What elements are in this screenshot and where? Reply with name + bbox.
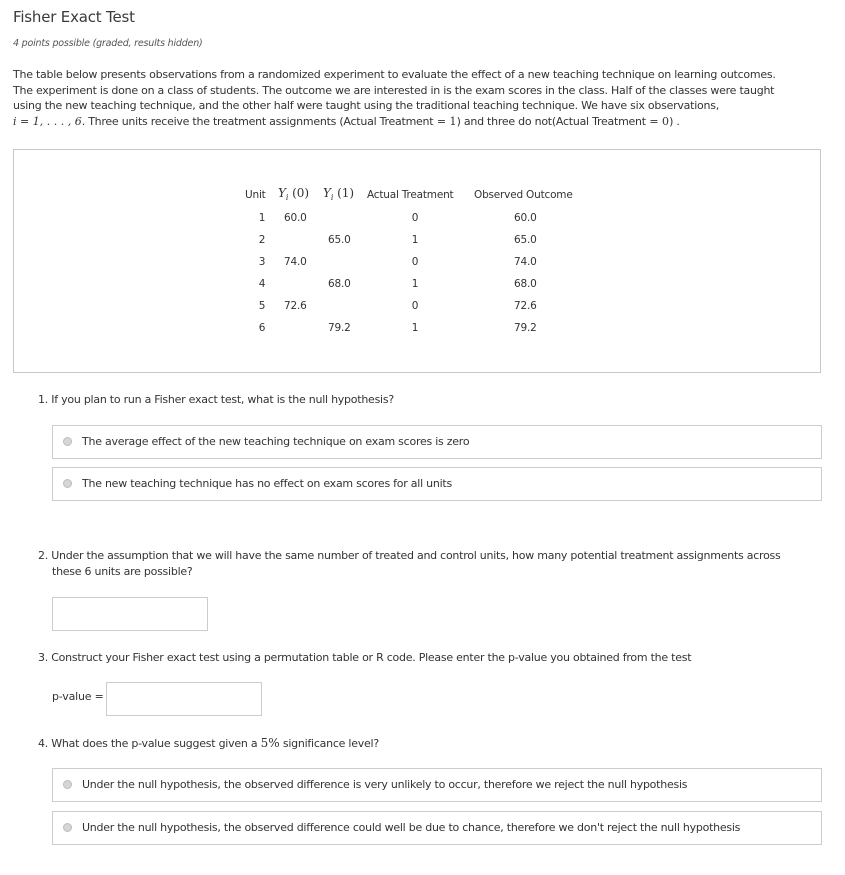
problem-title: Fisher Exact Test: [13, 8, 135, 26]
cell-observed-outcome: 68.0: [514, 278, 537, 290]
cell-actual-treatment: 1: [411, 322, 419, 334]
index-range-math: i = 1, . . . , 6: [13, 114, 82, 128]
cell-unit: 4: [258, 278, 266, 290]
cell-unit: 6: [258, 322, 266, 334]
cell-y1: 65.0: [328, 234, 351, 246]
cell-actual-treatment: 0: [411, 300, 419, 312]
points-info: 4 points possible (graded, results hidden): [13, 38, 203, 49]
data-table-box: [13, 149, 821, 373]
q2-answer-input[interactable]: [52, 597, 208, 631]
cell-unit: 3: [258, 256, 266, 268]
cell-observed-outcome: 74.0: [514, 256, 537, 268]
radio-button[interactable]: [63, 780, 72, 789]
question-2-text: 2. Under the assumption that we will have the same number of treated and control units, how many potential treatment assignments across these 6 units are possible?: [38, 549, 781, 578]
option-label: The new teaching technique has no effect on exam scores for all units: [82, 477, 452, 490]
cell-observed-outcome: 65.0: [514, 234, 537, 246]
option-label: Under the null hypothesis, the observed difference is very unlikely to occur, therefore we reject the null hypothesis: [82, 778, 688, 791]
question-1-text: 1. If you plan to run a Fisher exact test, what is the null hypothesis?: [38, 393, 394, 406]
cell-actual-treatment: 0: [411, 256, 419, 268]
option-label: Under the null hypothesis, the observed difference could well be due to chance, therefore we don't reject the null hypothesis: [82, 821, 741, 834]
q1-option-no-effect[interactable]: [52, 467, 822, 501]
header-y1: $Y_i$ (1): [323, 186, 355, 203]
header-unit: Unit: [245, 189, 266, 201]
p-value-label: p-value =: [52, 690, 104, 703]
q4-option-do-not-reject[interactable]: [52, 811, 822, 845]
header-observed-outcome: Observed Outcome: [474, 189, 573, 201]
cell-actual-treatment: 1: [411, 278, 419, 290]
q1-option-average-effect[interactable]: [52, 425, 822, 459]
cell-observed-outcome: 79.2: [514, 322, 537, 334]
radio-button[interactable]: [63, 437, 72, 446]
p-value-input[interactable]: [106, 682, 262, 716]
intro-line-4: i = 1, . . . , 6. Three units receive the treatment assignments (Actual Treatment = 1) and three do not(Actual Treatment = 0) .: [13, 114, 680, 128]
intro-line-1: The table below presents observations from a randomized experiment to evaluate the effect of a new teaching technique on learning outcomes.: [13, 68, 776, 81]
cell-y1: 79.2: [328, 322, 351, 334]
option-label: The average effect of the new teaching technique on exam scores is zero: [82, 435, 470, 448]
cell-unit: 1: [258, 212, 266, 224]
cell-actual-treatment: 0: [411, 212, 419, 224]
intro-line-2: The experiment is done on a class of students. The outcome we are interested in is the exam scores in the class. Half of the classes were taught: [13, 83, 775, 97]
cell-observed-outcome: 72.6: [514, 300, 537, 312]
cell-y0: 72.6: [284, 300, 307, 312]
question-3-text: 3. Construct your Fisher exact test using a permutation table or R code. Please enter the p-value you obtained from the test: [38, 651, 692, 664]
cell-y1: 68.0: [328, 278, 351, 290]
cell-actual-treatment: 1: [411, 234, 419, 246]
radio-button[interactable]: [63, 479, 72, 488]
question-4-text: 4. What does the p-value suggest given a 5% significance level?: [38, 736, 379, 750]
cell-observed-outcome: 60.0: [514, 212, 537, 224]
header-actual-treatment: Actual Treatment: [367, 189, 454, 201]
q4-option-reject-null[interactable]: [52, 768, 822, 802]
cell-unit: 2: [258, 234, 266, 246]
radio-button[interactable]: [63, 823, 72, 832]
problem-description: [13, 67, 833, 129]
cell-unit: 5: [258, 300, 266, 312]
cell-y0: 60.0: [284, 212, 307, 224]
intro-line-3: using the new teaching technique, and the other half were taught using the traditional teaching technique. We have six observations,: [13, 99, 719, 113]
header-y0: $Y_i$ (0): [278, 186, 310, 203]
cell-y0: 74.0: [284, 256, 307, 268]
